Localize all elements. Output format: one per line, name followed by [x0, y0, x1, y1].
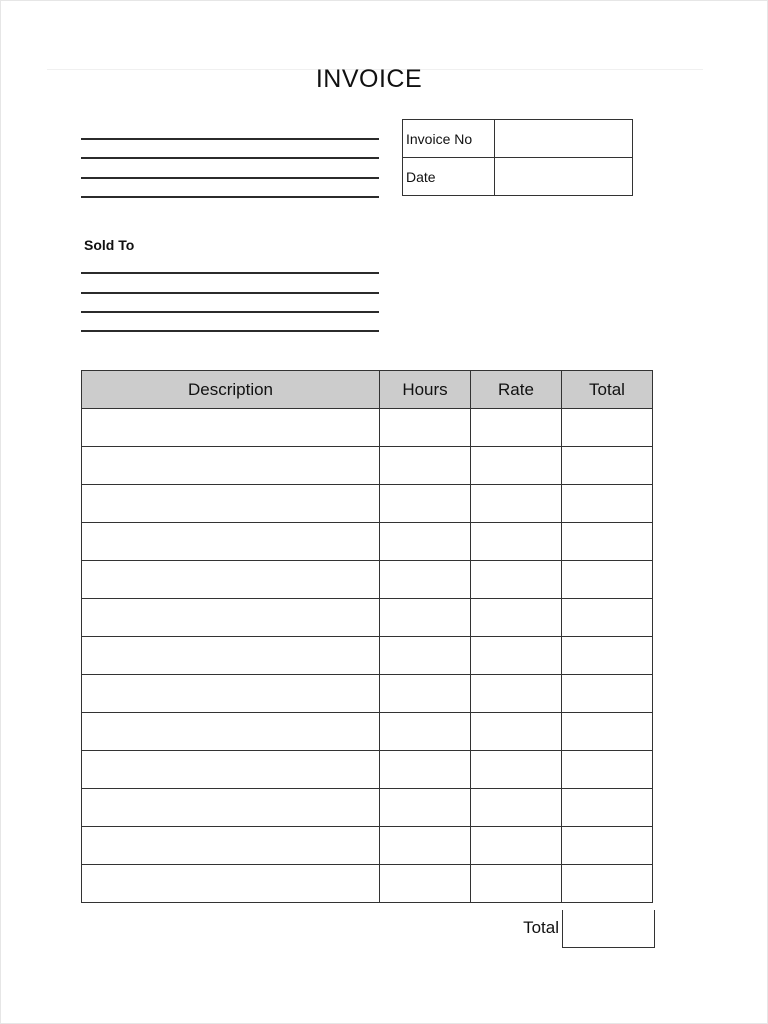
hours-cell[interactable] [380, 447, 471, 485]
rate-cell[interactable] [471, 713, 562, 751]
total-field[interactable] [562, 910, 655, 948]
total-cell[interactable] [562, 523, 653, 561]
total-cell[interactable] [562, 827, 653, 865]
total-cell[interactable] [562, 599, 653, 637]
rate-cell[interactable] [471, 637, 562, 675]
hours-cell[interactable] [380, 827, 471, 865]
table-row [82, 409, 653, 447]
address-line-2[interactable] [81, 157, 379, 159]
rate-cell[interactable] [471, 675, 562, 713]
description-cell[interactable] [82, 675, 380, 713]
total-cell[interactable] [562, 675, 653, 713]
rate-cell[interactable] [471, 561, 562, 599]
invoice-meta-table [402, 119, 633, 196]
table-row [82, 561, 653, 599]
rate-cell[interactable] [471, 827, 562, 865]
table-row [82, 865, 653, 903]
table-row [82, 523, 653, 561]
total-cell[interactable] [562, 637, 653, 675]
table-row [82, 789, 653, 827]
description-cell[interactable] [82, 713, 380, 751]
hours-cell[interactable] [380, 675, 471, 713]
total-cell[interactable] [562, 409, 653, 447]
rate-cell[interactable] [471, 485, 562, 523]
total-cell[interactable] [562, 713, 653, 751]
description-cell[interactable] [82, 827, 380, 865]
description-cell[interactable] [82, 599, 380, 637]
header-total: Total [562, 371, 653, 409]
rate-cell[interactable] [471, 789, 562, 827]
hours-cell[interactable] [380, 865, 471, 903]
table-row [82, 599, 653, 637]
description-cell[interactable] [82, 447, 380, 485]
rate-cell[interactable] [471, 751, 562, 789]
date-label: Date [403, 158, 495, 196]
sold-to-label: Sold To [84, 237, 135, 253]
total-label: Total [523, 918, 559, 937]
sold-to-line-4[interactable] [81, 330, 379, 332]
total-cell[interactable] [562, 865, 653, 903]
invoice-no-row [403, 120, 633, 158]
table-row [82, 827, 653, 865]
address-line-4[interactable] [81, 196, 379, 198]
total-cell[interactable] [562, 751, 653, 789]
line-items-table [81, 370, 653, 903]
table-row [82, 447, 653, 485]
sold-to-line-1[interactable] [81, 272, 379, 274]
hours-cell[interactable] [380, 789, 471, 827]
hours-cell[interactable] [380, 599, 471, 637]
sold-to-line-3[interactable] [81, 311, 379, 313]
table-row [82, 713, 653, 751]
line-items-body [82, 409, 653, 903]
description-cell[interactable] [82, 751, 380, 789]
invoice-no-label: Invoice No [403, 120, 495, 158]
date-field[interactable] [495, 158, 633, 196]
hours-cell[interactable] [380, 713, 471, 751]
description-cell[interactable] [82, 865, 380, 903]
rate-cell[interactable] [471, 599, 562, 637]
header-description: Description [82, 371, 380, 409]
rate-cell[interactable] [471, 447, 562, 485]
date-row [403, 158, 633, 196]
table-row [82, 485, 653, 523]
total-cell[interactable] [562, 789, 653, 827]
description-cell[interactable] [82, 637, 380, 675]
document-title: INVOICE [315, 65, 423, 93]
address-line-1[interactable] [81, 138, 379, 140]
table-row [82, 675, 653, 713]
header-rate: Rate [471, 371, 562, 409]
table-row [82, 751, 653, 789]
total-cell[interactable] [562, 561, 653, 599]
header-hours: Hours [380, 371, 471, 409]
rate-cell[interactable] [471, 865, 562, 903]
description-cell[interactable] [82, 523, 380, 561]
rate-cell[interactable] [471, 523, 562, 561]
table-header-row [82, 371, 653, 409]
description-cell[interactable] [82, 789, 380, 827]
sold-to-line-2[interactable] [81, 292, 379, 294]
rate-cell[interactable] [471, 409, 562, 447]
description-cell[interactable] [82, 561, 380, 599]
description-cell[interactable] [82, 485, 380, 523]
invoice-no-field[interactable] [495, 120, 633, 158]
hours-cell[interactable] [380, 485, 471, 523]
hours-cell[interactable] [380, 409, 471, 447]
table-row [82, 637, 653, 675]
hours-cell[interactable] [380, 561, 471, 599]
hours-cell[interactable] [380, 523, 471, 561]
description-cell[interactable] [82, 409, 380, 447]
address-line-3[interactable] [81, 177, 379, 179]
total-cell[interactable] [562, 447, 653, 485]
hours-cell[interactable] [380, 751, 471, 789]
hours-cell[interactable] [380, 637, 471, 675]
total-cell[interactable] [562, 485, 653, 523]
